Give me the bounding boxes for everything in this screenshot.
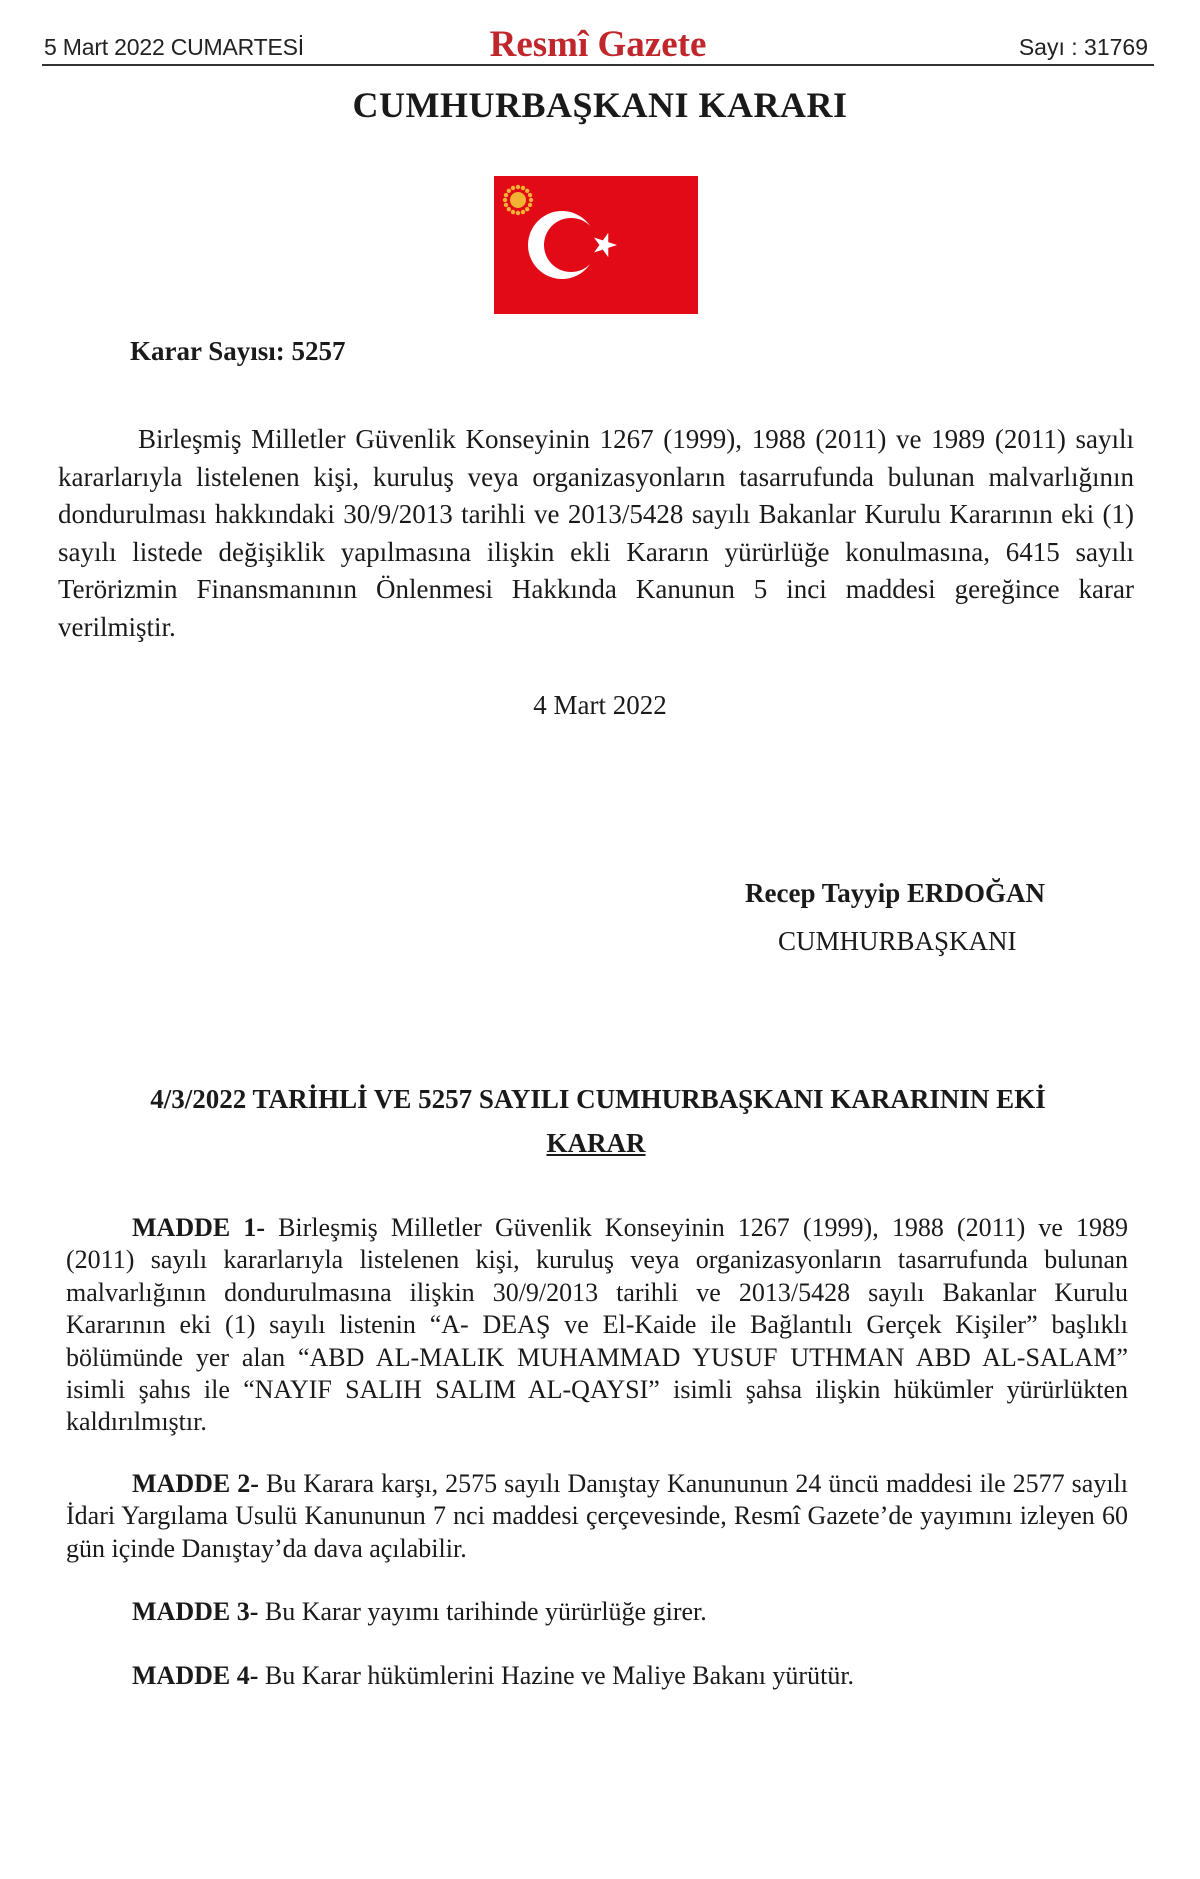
sun-ray	[528, 203, 532, 207]
sun-ray	[511, 186, 515, 190]
article-label: MADDE 4-	[132, 1661, 259, 1690]
annex-title: 4/3/2022 TARİHLİ VE 5257 SAYILI CUMHURBAŞKANI KARARININ EKİ	[150, 1084, 1046, 1114]
gazette-header	[42, 14, 1154, 66]
sun-ray	[507, 207, 511, 211]
article-3	[66, 1596, 1128, 1628]
sun-ray	[504, 203, 508, 207]
sun-ray	[511, 210, 515, 214]
article-text: Bu Karar hükümlerini Hazine ve Maliye Bakanı yürütür.	[264, 1661, 855, 1690]
article-text: Bu Karar yayımı tarihinde yürürlüğe girer.	[264, 1597, 707, 1626]
sun-ray	[525, 207, 529, 211]
sun-ray	[503, 198, 507, 202]
article-text: Birleşmiş Milletler Güvenlik Konseyinin 1267 (1999), 1988 (2011) ve 1989 (2011) sayılı kararlarıyla listelenen kişi, kuruluş veya organizasyonların tasarrufunda bulunan malvarlığının dondurulmasına ilişkin 30/9/2013 tarihli ve 2013/5428 sayılı Bakanlar Kurulu Kararının eki (1) sayılı listenin “A- DEAŞ ve El-Kaide ile Bağlantılı Gerçek Kişiler” başlıklı bölümünde yer alan “ABD AL-MALIK MUHAMMAD YUSUF UTHMAN ABD AL-SALAM” isimli şahıs ile “NAYIF SALIH SALIM AL-QAYSI” isimli şahsa ilişkin hükümler yürürlükten kaldırılmıştır.	[66, 1213, 1129, 1437]
turkish-flag-icon	[494, 176, 698, 314]
sun-ray	[525, 189, 529, 193]
issue-date: 5 Mart 2022 CUMARTESİ	[44, 34, 304, 60]
sun-ray	[507, 189, 511, 193]
sun-ray	[516, 185, 520, 189]
annex-subtitle: KARAR	[546, 1128, 646, 1158]
signer-title: CUMHURBAŞKANI	[778, 926, 1017, 956]
decision-date: 4 Mart 2022	[533, 690, 667, 720]
article-1	[66, 1212, 1128, 1439]
decree-number: Karar Sayısı: 5257	[130, 336, 346, 366]
article-text: Bu Karara karşı, 2575 sayılı Danıştay Kanununun 24 üncü maddesi ile 2577 sayılı İdari Yargılama Usulü Kanununun 7 nci maddesi çerçevesinde, Resmî Gazete’de yayımını izleyen 60 gün içinde Danıştay’da dava açılabilir.	[66, 1469, 1129, 1563]
sun-ray	[504, 193, 508, 197]
document-title: CUMHURBAŞKANI KARARI	[352, 85, 848, 125]
article-2	[66, 1468, 1128, 1565]
intro-paragraph: Birleşmiş Milletler Güvenlik Konseyinin 1267 (1999), 1988 (2011) ve 1989 (2011) sayılı kararlarıyla listelenen kişi, kuruluş veya organizasyonların tasarrufunda bulunan malvarlığının dondurulması hakkındaki 30/9/2013 tarihli ve 2013/5428 sayılı Bakanlar Kurulu Kararının eki (1) sayılı listede değişiklik yapılmasına ilişkin ekli Kararın yürürlüğe konulmasına, 6415 sayılı Terörizmin Finansmanının Önlenmesi Hakkında Kanunun 5 inci maddesi gereğince karar verilmiştir.	[58, 424, 1134, 642]
gazette-name: Resmî Gazete	[489, 24, 707, 65]
issue-number: Sayı : 31769	[1018, 34, 1148, 60]
sun-ray	[529, 198, 533, 202]
article-label: MADDE 3-	[132, 1597, 259, 1626]
article-label: MADDE 1-	[132, 1213, 265, 1242]
sun-ray	[528, 193, 532, 197]
crescent-inner	[544, 218, 598, 272]
article-label: MADDE 2-	[132, 1469, 259, 1498]
sun-ray	[521, 210, 525, 214]
signer-name: Recep Tayyip ERDOĞAN	[745, 878, 1046, 908]
sun-ray	[516, 211, 520, 215]
article-4	[66, 1660, 1128, 1692]
sun-ray	[521, 186, 525, 190]
